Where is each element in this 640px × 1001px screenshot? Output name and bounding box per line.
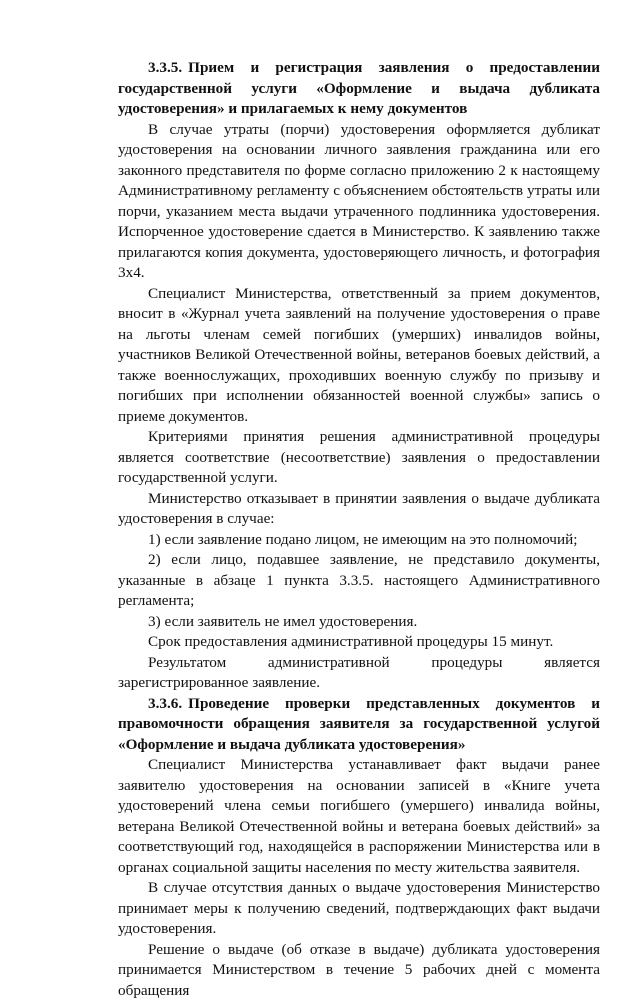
paragraph-registration-journal: Специалист Министерства, ответственный за прием документов, вносит в «Журнал учета заявлений на получение удостоверения о праве на льготы членам семей погибших (умерших) инвалидов войны, участников Великой Отечественной войны, ветеранов боевых действий, а также военнослужащих, проходивших военную службу по призыву и погибших при исполнении обязанностей военной службы» запись о приеме документов. xyxy=(118,284,600,428)
document-body xyxy=(118,58,600,1001)
paragraph-lost-certificate: В случае утраты (порчи) удостоверения оформляется дубликат удостоверения на основании личного заявления гражданина или его законного представителя по форме согласно приложению 2 к настоящему Административному регламенту с объяснением обстоятельств утраты или порчи, указанием места выдачи утраченного подлинника удостоверения. Испорченное удостоверение сдается в Министерство. К заявлению также прилагаются копия документа, удостоверяющего личность, и фотография 3x4. xyxy=(118,120,600,284)
paragraph-decision-term: Решение о выдаче (об отказе в выдаче) дубликата удостоверения принимается Министерством в течение 5 рабочих дней с момента обращения xyxy=(118,940,600,1001)
section-heading-3-3-5 xyxy=(118,58,600,120)
section-title: Прием и регистрация заявления о предоставлении государственной услуги «Оформление и выдача дубликата удостоверения» и прилагаемых к нему документов xyxy=(118,59,600,117)
section-title: Проведение проверки представленных документов и правомочности обращения заявителя за государственной услугой «Оформление и выдача дубликата удостоверения» xyxy=(118,695,600,753)
section-number: 3.3.6. xyxy=(148,695,182,712)
list-item-refusal-2: 2) если лицо, подавшее заявление, не представило документы, указанные в абзаце 1 пункта 3.3.5. настоящего Административного регламента; xyxy=(118,550,600,612)
list-item-refusal-3: 3) если заявитель не имел удостоверения. xyxy=(118,612,600,633)
paragraph-refusal-intro: Министерство отказывает в принятии заявления о выдаче дубликата удостоверения в случае: xyxy=(118,489,600,530)
paragraph-procedure-time: Срок предоставления административной процедуры 15 минут. xyxy=(118,632,600,653)
paragraph-verification: Специалист Министерства устанавливает факт выдачи ранее заявителю удостоверения на основании записей в «Книге учета удостоверений члена семьи погибшего (умершего) инвалида войны, ветерана Великой Отечественной войны и ветерана боевых действий» за соответствующий год, находящейся в распоряжении Министерства или в органах социальной защиты населения по месту жительства заявителя. xyxy=(118,755,600,878)
list-item-refusal-1: 1) если заявление подано лицом, не имеющим на это полномочий; xyxy=(118,530,600,551)
section-heading-3-3-6 xyxy=(118,694,600,756)
section-number: 3.3.5. xyxy=(148,59,182,76)
paragraph-decision-criteria: Критериями принятия решения административной процедуры является соответствие (несоответствие) заявления о предоставлении государственной услуги. xyxy=(118,427,600,489)
paragraph-procedure-result: Результатом административной процедуры является зарегистрированное заявление. xyxy=(118,653,600,694)
paragraph-missing-data: В случае отсутствия данных о выдаче удостоверения Министерство принимает меры к получению сведений, подтверждающих факт выдачи удостоверения. xyxy=(118,878,600,940)
